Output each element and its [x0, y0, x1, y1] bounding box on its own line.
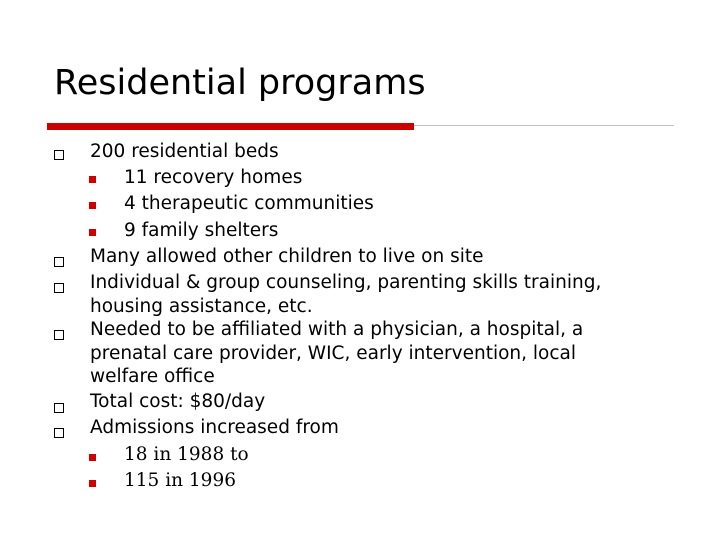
bullet-item-residential-beds: 200 residential beds	[90, 141, 279, 162]
bullet-item-counseling-line-1: Individual & group counseling, parenting skills training,	[90, 272, 602, 293]
bullet-item-affiliation-line-2: prenatal care provider, WIC, early intervention, local	[90, 343, 576, 364]
sub-item-recovery-homes: 11 recovery homes	[124, 167, 303, 188]
bullet-item-affiliation-line-3: welfare office	[90, 366, 215, 387]
sub-item-admissions-1988: 18 in 1988 to	[124, 444, 249, 465]
hollow-square-bullet-icon	[54, 428, 64, 438]
sub-item-family-shelters: 9 family shelters	[124, 220, 279, 241]
hollow-square-bullet-icon	[54, 330, 64, 340]
slide-title: Residential programs	[54, 63, 426, 103]
sub-item-admissions-1996: 115 in 1996	[124, 470, 236, 491]
sub-item-therapeutic-communities: 4 therapeutic communities	[124, 193, 374, 214]
bullet-item-counseling-line-2: housing assistance, etc.	[90, 296, 313, 317]
bullet-item-affiliation-line-1: Needed to be affiliated with a physician, a hospital, a	[90, 319, 584, 340]
hollow-square-bullet-icon	[54, 150, 64, 160]
bullet-item-admissions: Admissions increased from	[90, 417, 339, 438]
filled-square-bullet-icon	[89, 176, 96, 183]
hollow-square-bullet-icon	[54, 257, 64, 267]
filled-square-bullet-icon	[89, 229, 96, 236]
bullet-item-children-on-site: Many allowed other children to live on site	[90, 246, 484, 267]
filled-square-bullet-icon	[89, 454, 96, 461]
hollow-square-bullet-icon	[54, 403, 64, 413]
bullet-item-total-cost: Total cost: $80/day	[90, 391, 266, 412]
hollow-square-bullet-icon	[54, 283, 64, 293]
title-accent-bar	[47, 123, 414, 130]
filled-square-bullet-icon	[89, 480, 96, 487]
filled-square-bullet-icon	[89, 202, 96, 209]
